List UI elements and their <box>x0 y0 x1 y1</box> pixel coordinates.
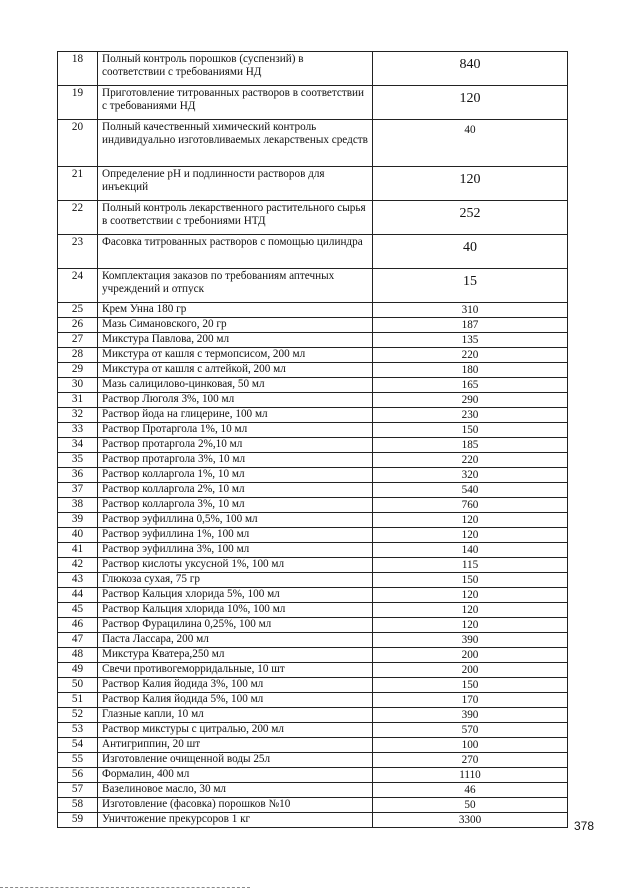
service-name-cell: Раствор Протаргола 1%, 10 мл <box>98 423 373 438</box>
table-row <box>58 753 568 768</box>
table-row <box>58 723 568 738</box>
row-number-cell: 34 <box>58 438 98 453</box>
row-number-cell: 43 <box>58 573 98 588</box>
price-cell: 290 <box>373 393 568 408</box>
table-row <box>58 813 568 828</box>
price-cell: 120 <box>373 588 568 603</box>
service-name-cell: Мазь Симановского, 20 гр <box>98 318 373 333</box>
price-cell: 840 <box>373 52 568 86</box>
price-cell: 390 <box>373 708 568 723</box>
service-name-cell: Приготовление титрованных растворов в соответствии с требованиями НД <box>98 86 373 120</box>
table-row <box>58 543 568 558</box>
table-row <box>58 235 568 269</box>
page-number: 378 <box>574 819 595 833</box>
price-cell: 252 <box>373 201 568 235</box>
price-cell: 390 <box>373 633 568 648</box>
row-number-cell: 18 <box>58 52 98 86</box>
price-cell: 115 <box>373 558 568 573</box>
row-number-cell: 33 <box>58 423 98 438</box>
row-number-cell: 56 <box>58 768 98 783</box>
service-name-cell: Полный контроль порошков (суспензий) в соответствии с требованиями НД <box>98 52 373 86</box>
table-row <box>58 468 568 483</box>
table-row <box>58 663 568 678</box>
row-number-cell: 40 <box>58 528 98 543</box>
table-row <box>58 603 568 618</box>
row-number-cell: 24 <box>58 269 98 303</box>
service-name-cell: Раствор Калия йодида 3%, 100 мл <box>98 678 373 693</box>
row-number-cell: 36 <box>58 468 98 483</box>
service-name-cell: Раствор кислоты уксусной 1%, 100 мл <box>98 558 373 573</box>
price-cell: 120 <box>373 528 568 543</box>
table-row <box>58 678 568 693</box>
price-cell: 200 <box>373 663 568 678</box>
price-cell: 185 <box>373 438 568 453</box>
row-number-cell: 26 <box>58 318 98 333</box>
row-number-cell: 41 <box>58 543 98 558</box>
table-row <box>58 438 568 453</box>
price-cell: 140 <box>373 543 568 558</box>
service-name-cell: Определение рН и подлинности растворов для инъекций <box>98 167 373 201</box>
table-row <box>58 693 568 708</box>
table-row <box>58 269 568 303</box>
table-row <box>58 498 568 513</box>
price-cell: 540 <box>373 483 568 498</box>
service-name-cell: Раствор эуфиллина 0,5%, 100 мл <box>98 513 373 528</box>
table-row <box>58 333 568 348</box>
table-row <box>58 798 568 813</box>
price-cell: 120 <box>373 167 568 201</box>
footer-divider <box>0 887 250 888</box>
service-name-cell: Глюкоза сухая, 75 гр <box>98 573 373 588</box>
table-row <box>58 738 568 753</box>
service-name-cell: Фасовка титрованных растворов с помощью цилиндра <box>98 235 373 269</box>
price-cell: 150 <box>373 678 568 693</box>
service-name-cell: Раствор эуфиллина 1%, 100 мл <box>98 528 373 543</box>
service-name-cell: Микстура Павлова, 200 мл <box>98 333 373 348</box>
service-name-cell: Микстура от кашля с алтейкой, 200 мл <box>98 363 373 378</box>
service-name-cell: Паста Лассара, 200 мл <box>98 633 373 648</box>
price-cell: 40 <box>373 120 568 167</box>
price-cell: 1110 <box>373 768 568 783</box>
price-cell: 100 <box>373 738 568 753</box>
row-number-cell: 22 <box>58 201 98 235</box>
price-table <box>57 51 568 828</box>
service-name-cell: Микстура Кватера,250 мл <box>98 648 373 663</box>
row-number-cell: 32 <box>58 408 98 423</box>
service-name-cell: Уничтожение прекурсоров 1 кг <box>98 813 373 828</box>
service-name-cell: Раствор Калия йодида 5%, 100 мл <box>98 693 373 708</box>
service-name-cell: Раствор йода на глицерине, 100 мл <box>98 408 373 423</box>
row-number-cell: 55 <box>58 753 98 768</box>
row-number-cell: 23 <box>58 235 98 269</box>
price-cell: 760 <box>373 498 568 513</box>
table-row <box>58 633 568 648</box>
price-cell: 150 <box>373 423 568 438</box>
row-number-cell: 19 <box>58 86 98 120</box>
service-name-cell: Раствор протаргола 2%,10 мл <box>98 438 373 453</box>
price-cell: 150 <box>373 573 568 588</box>
service-name-cell: Раствор колларгола 1%, 10 мл <box>98 468 373 483</box>
table-row <box>58 318 568 333</box>
service-name-cell: Раствор Фурацилина 0,25%, 100 мл <box>98 618 373 633</box>
table-row <box>58 201 568 235</box>
row-number-cell: 25 <box>58 303 98 318</box>
table-row <box>58 528 568 543</box>
row-number-cell: 58 <box>58 798 98 813</box>
row-number-cell: 20 <box>58 120 98 167</box>
price-cell: 120 <box>373 618 568 633</box>
service-name-cell: Раствор протаргола 3%, 10 мл <box>98 453 373 468</box>
service-name-cell: Формалин, 400 мл <box>98 768 373 783</box>
service-name-cell: Вазелиновое масло, 30 мл <box>98 783 373 798</box>
price-cell: 120 <box>373 513 568 528</box>
row-number-cell: 59 <box>58 813 98 828</box>
price-cell: 46 <box>373 783 568 798</box>
row-number-cell: 52 <box>58 708 98 723</box>
price-cell: 165 <box>373 378 568 393</box>
row-number-cell: 45 <box>58 603 98 618</box>
row-number-cell: 21 <box>58 167 98 201</box>
table-row <box>58 363 568 378</box>
service-name-cell: Свечи противогеморридальные, 10 шт <box>98 663 373 678</box>
price-cell: 270 <box>373 753 568 768</box>
service-name-cell: Раствор Люголя 3%, 100 мл <box>98 393 373 408</box>
table-row <box>58 588 568 603</box>
price-cell: 320 <box>373 468 568 483</box>
table-row <box>58 783 568 798</box>
table-row <box>58 558 568 573</box>
row-number-cell: 37 <box>58 483 98 498</box>
service-name-cell: Глазные капли, 10 мл <box>98 708 373 723</box>
row-number-cell: 51 <box>58 693 98 708</box>
table-row <box>58 303 568 318</box>
table-row <box>58 768 568 783</box>
row-number-cell: 35 <box>58 453 98 468</box>
price-cell: 230 <box>373 408 568 423</box>
table-row <box>58 378 568 393</box>
service-name-cell: Раствор Кальция хлорида 5%, 100 мл <box>98 588 373 603</box>
table-row <box>58 483 568 498</box>
price-cell: 15 <box>373 269 568 303</box>
service-name-cell: Изготовление (фасовка) порошков №10 <box>98 798 373 813</box>
table-row <box>58 648 568 663</box>
table-row <box>58 453 568 468</box>
table-row <box>58 408 568 423</box>
service-name-cell: Раствор эуфиллина 3%, 100 мл <box>98 543 373 558</box>
row-number-cell: 28 <box>58 348 98 363</box>
row-number-cell: 54 <box>58 738 98 753</box>
service-name-cell: Раствор колларгола 2%, 10 мл <box>98 483 373 498</box>
price-cell: 187 <box>373 318 568 333</box>
table-row <box>58 513 568 528</box>
row-number-cell: 44 <box>58 588 98 603</box>
row-number-cell: 31 <box>58 393 98 408</box>
price-cell: 310 <box>373 303 568 318</box>
table-row <box>58 393 568 408</box>
row-number-cell: 49 <box>58 663 98 678</box>
service-name-cell: Мазь салицилово-цинковая, 50 мл <box>98 378 373 393</box>
service-name-cell: Полный контроль лекарственного растительного сырья в соответствии с требониями НТД <box>98 201 373 235</box>
service-name-cell: Раствор Кальция хлорида 10%, 100 мл <box>98 603 373 618</box>
price-cell: 40 <box>373 235 568 269</box>
service-name-cell: Полный качественный химический контроль индивидуально изготовливаемых лекарственых средств <box>98 120 373 167</box>
service-name-cell: Микстура от кашля с термопсисом, 200 мл <box>98 348 373 363</box>
price-cell: 120 <box>373 603 568 618</box>
service-name-cell: Крем Унна 180 гр <box>98 303 373 318</box>
table-row <box>58 120 568 167</box>
table-row <box>58 86 568 120</box>
row-number-cell: 47 <box>58 633 98 648</box>
row-number-cell: 29 <box>58 363 98 378</box>
row-number-cell: 48 <box>58 648 98 663</box>
price-cell: 220 <box>373 348 568 363</box>
row-number-cell: 57 <box>58 783 98 798</box>
table-row <box>58 618 568 633</box>
price-cell: 180 <box>373 363 568 378</box>
table-row <box>58 708 568 723</box>
table-row <box>58 167 568 201</box>
price-cell: 120 <box>373 86 568 120</box>
row-number-cell: 50 <box>58 678 98 693</box>
row-number-cell: 53 <box>58 723 98 738</box>
table-row <box>58 573 568 588</box>
row-number-cell: 30 <box>58 378 98 393</box>
price-table-body <box>58 52 568 828</box>
price-cell: 170 <box>373 693 568 708</box>
price-cell: 200 <box>373 648 568 663</box>
price-cell: 135 <box>373 333 568 348</box>
service-name-cell: Комплектация заказов по требованиям аптечных учреждений и отпуск <box>98 269 373 303</box>
row-number-cell: 38 <box>58 498 98 513</box>
service-name-cell: Раствор колларгола 3%, 10 мл <box>98 498 373 513</box>
service-name-cell: Раствор микстуры с цитралью, 200 мл <box>98 723 373 738</box>
price-cell: 3300 <box>373 813 568 828</box>
service-name-cell: Изготовление очищенной воды 25л <box>98 753 373 768</box>
table-row <box>58 52 568 86</box>
price-cell: 50 <box>373 798 568 813</box>
row-number-cell: 27 <box>58 333 98 348</box>
table-row <box>58 348 568 363</box>
service-name-cell: Антигриппин, 20 шт <box>98 738 373 753</box>
table-row <box>58 423 568 438</box>
price-cell: 220 <box>373 453 568 468</box>
price-cell: 570 <box>373 723 568 738</box>
row-number-cell: 39 <box>58 513 98 528</box>
row-number-cell: 42 <box>58 558 98 573</box>
row-number-cell: 46 <box>58 618 98 633</box>
